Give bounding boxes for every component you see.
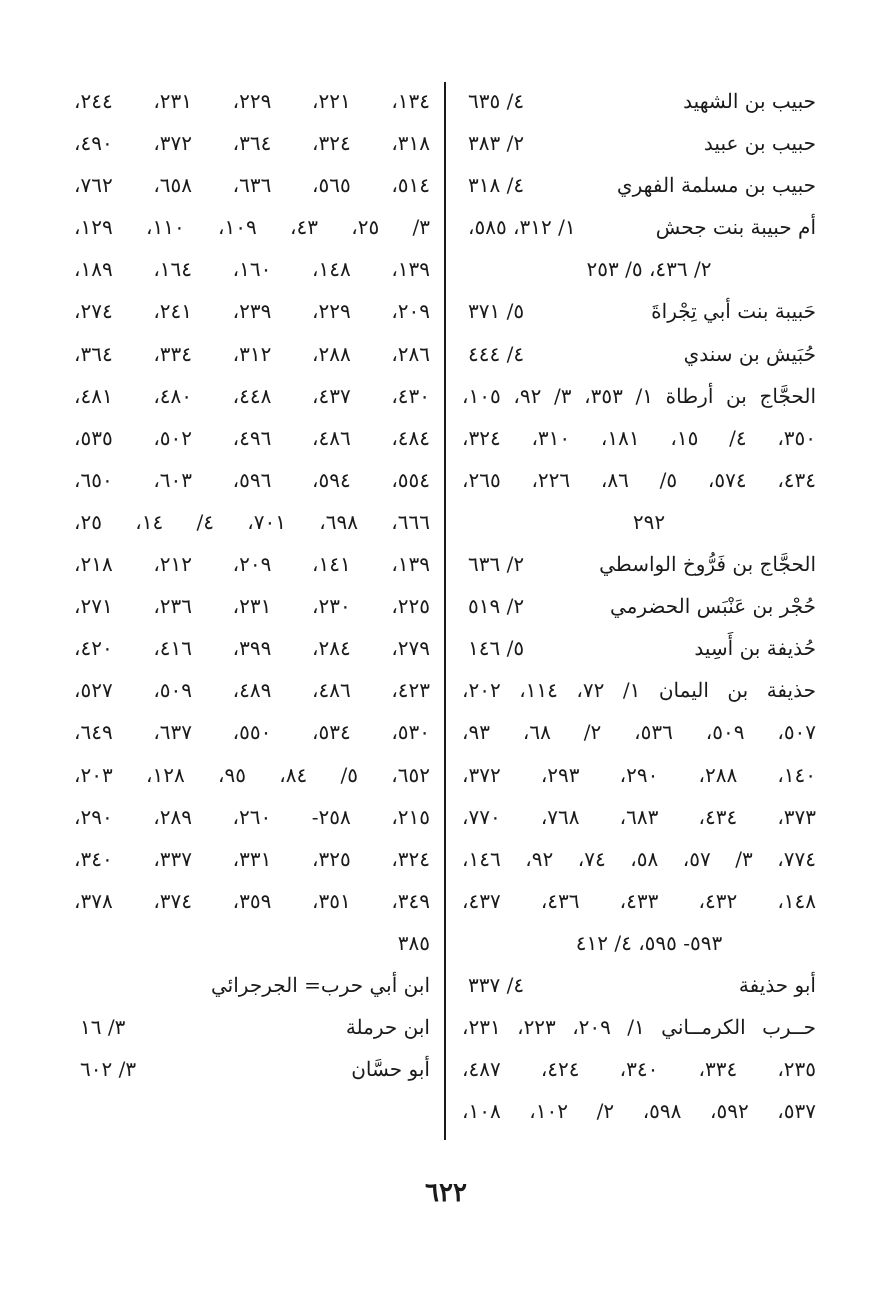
index-entry [462, 585, 816, 627]
index-line: ٥١٤، ٥٦٥، ٦٣٦، ٦٥٨، ٧٦٢، [74, 173, 431, 198]
index-line: حــرب الكرمــاني ١/ ٢٠٩، ٢٢٣، ٢٣١، [462, 1015, 817, 1040]
entry-reference: ٥/ ١٤٦ [468, 636, 525, 661]
index-line: ٥٣٠، ٥٣٤، ٥٥٠، ٦٣٧، ٦٤٩، [74, 720, 431, 745]
index-line: ٦٥٢، ٥/ ٨٤، ٩٥، ١٢٨، ٢٠٣، [74, 762, 430, 787]
index-line: ٥٥٤، ٥٩٤، ٥٩٦، ٦٠٣، ٦٥٠، [74, 467, 431, 492]
column-divider [444, 82, 446, 1140]
index-line: ٣١٨، ٣٢٤، ٣٦٤، ٣٧٢، ٤٩٠، [74, 131, 431, 156]
index-line: الحجَّاج بن أرطاة ١/ ٣٥٣، ٣/ ٩٢، ١٠٥، [462, 383, 816, 408]
entry-name: أبو حسَّان [351, 1057, 430, 1082]
index-entry [462, 164, 816, 206]
index-line: ٣٢٤، ٣٢٥، ٣٣١، ٣٣٧، ٣٤٠، [74, 846, 431, 871]
entry-reference: ٢/ ٦٣٦ [468, 552, 525, 577]
index-line: حذيفة بن اليمان ١/ ٧٢، ١١٤، ٢٠٢، [462, 678, 816, 703]
entry-reference: ٢/ ٣٨٣ [468, 131, 525, 156]
entry-reference: ٣/ ٦٠٢ [80, 1057, 137, 1082]
entry-reference: ٥/ ٣٧١ [468, 299, 525, 324]
index-entry [462, 122, 816, 164]
index-line: ٣٥٠، ٤/ ١٥، ١٨١، ٣١٠، ٣٢٤، [462, 425, 817, 450]
index-line: ١٤٨، ٤٣٢، ٤٣٣، ٤٣٦، ٤٣٧، [462, 888, 817, 913]
entry-name: حبيب بن عبيد [703, 131, 816, 156]
entry-name: أبو حذيفة [738, 972, 816, 997]
index-line: ٥٠٧، ٥٠٩، ٥٣٦، ٢/ ٦٨، ٩٣، [462, 720, 817, 745]
index-line: ٣٧٣، ٤٣٤، ٦٨٣، ٧٦٨، ٧٧٠، [462, 804, 817, 829]
index-line: ٤٣٤، ٥٧٤، ٥/ ٨٦، ٢٢٦، ٢٦٥، [462, 467, 817, 492]
entry-name: الحجَّاج بن فَرُّوخ الواسطي [599, 552, 816, 577]
index-line: ٤٣٠، ٤٣٧، ٤٤٨، ٤٨٠، ٤٨١، [74, 383, 431, 408]
index-continuation: ٢/ ٤٣٦، ٥/ ٢٥٣ [586, 257, 712, 282]
index-line: ٣٤٩، ٣٥١، ٣٥٩، ٣٧٤، ٣٧٨، [74, 888, 431, 913]
entry-reference: ٣/ ١٦ [80, 1015, 126, 1040]
index-entry [74, 1048, 430, 1090]
entry-name: حَبيبة بنت أبي تِجْراةَ [651, 299, 816, 324]
entry-name: حبيب بن الشهيد [683, 89, 816, 113]
index-entry [462, 80, 816, 122]
index-line: ٤٨٤، ٤٨٦، ٤٩٦، ٥٠٢، ٥٣٥، [74, 425, 431, 450]
index-line: ٢٣٥، ٣٣٤، ٣٤٠، ٤٢٤، ٤٨٧، [462, 1057, 817, 1082]
index-continuation: ٣٨٥ [397, 930, 430, 955]
index-line: ١٣٩، ١٤٨، ١٦٠، ١٦٤، ١٨٩، [74, 257, 431, 282]
entry-name: حبيب بن مسلمة الفهري [616, 173, 816, 198]
index-entry [462, 627, 816, 669]
index-line: ٢٨٦، ٢٨٨، ٣١٢، ٣٣٤، ٣٦٤، [74, 341, 431, 366]
entry-reference: ١/ ٣١٢، ٥٨٥، [468, 215, 576, 240]
index-line: ٢٠٩، ٢٢٩، ٢٣٩، ٢٤١، ٢٧٤، [74, 299, 431, 324]
index-line: ٣/ ٢٥، ٤٣، ١٠٩، ١١٠، ١٢٩، [74, 215, 430, 240]
index-continuation: ٥٩٣- ٥٩٥، ٤/ ٤١٢ [575, 930, 723, 955]
index-entry [462, 964, 816, 1006]
index-entry [462, 290, 816, 332]
index-line: ١٤٠، ٢٨٨، ٢٩٠، ٢٩٣، ٣٧٢، [462, 762, 817, 787]
index-entry [462, 333, 816, 375]
entry-name: أم حبيبة بنت جحش [655, 215, 816, 240]
entry-name: حُبَيش بن سندي [683, 341, 816, 366]
index-entry [74, 1006, 430, 1048]
index-line: ١٣٤، ٢٢١، ٢٢٩، ٢٣١، ٢٤٤، [74, 89, 431, 113]
entry-name: ابن حرملة [345, 1015, 430, 1040]
index-entry [462, 206, 816, 248]
index-line: ٢٧٩، ٢٨٤، ٣٩٩، ٤١٦، ٤٢٠، [74, 636, 431, 661]
page-number: ٦٢٢ [425, 1178, 467, 1208]
index-entry [462, 543, 816, 585]
entry-name: حُجْر بن عَنْبَس الحضرمي [610, 594, 816, 619]
index-line: ٢٢٥، ٢٣٠، ٢٣١، ٢٣٦، ٢٧١، [74, 594, 431, 619]
entry-reference: ٤/ ٣٣٧ [468, 972, 525, 997]
index-continuation: ٢٩٢ [632, 509, 666, 534]
index-line: ٢١٥، ٢٥٨- ٢٦٠، ٢٨٩، ٢٩٠، [74, 804, 431, 829]
entry-reference: ٢/ ٥١٩ [468, 594, 525, 619]
index-continuation: ابن أبي حرب= الجرجرائي [211, 972, 430, 997]
index-line: ٤٢٣، ٤٨٦، ٤٨٩، ٥٠٩، ٥٢٧، [74, 678, 431, 703]
index-line: ٦٦٦، ٦٩٨، ٧٠١، ٤/ ١٤، ٢٥، [74, 509, 430, 534]
entry-reference: ٤/ ٤٤٤ [468, 341, 525, 366]
entry-reference: ٤/ ٣١٨ [468, 173, 525, 198]
left-column [74, 80, 430, 1090]
index-line: ٥٣٧، ٥٩٢، ٥٩٨، ٢/ ١٠٢، ١٠٨، [462, 1099, 816, 1124]
entry-name: حُذيفة بن أَسِيد [694, 636, 816, 661]
index-line: ٧٧٤، ٣/ ٥٧، ٥٨، ٧٤، ٩٢، ١٤٦، [462, 846, 816, 871]
index-line: ١٣٩، ١٤١، ٢٠٩، ٢١٢، ٢١٨، [74, 552, 431, 577]
right-column [462, 80, 816, 1132]
entry-reference: ٤/ ٦٣٥ [468, 89, 525, 113]
